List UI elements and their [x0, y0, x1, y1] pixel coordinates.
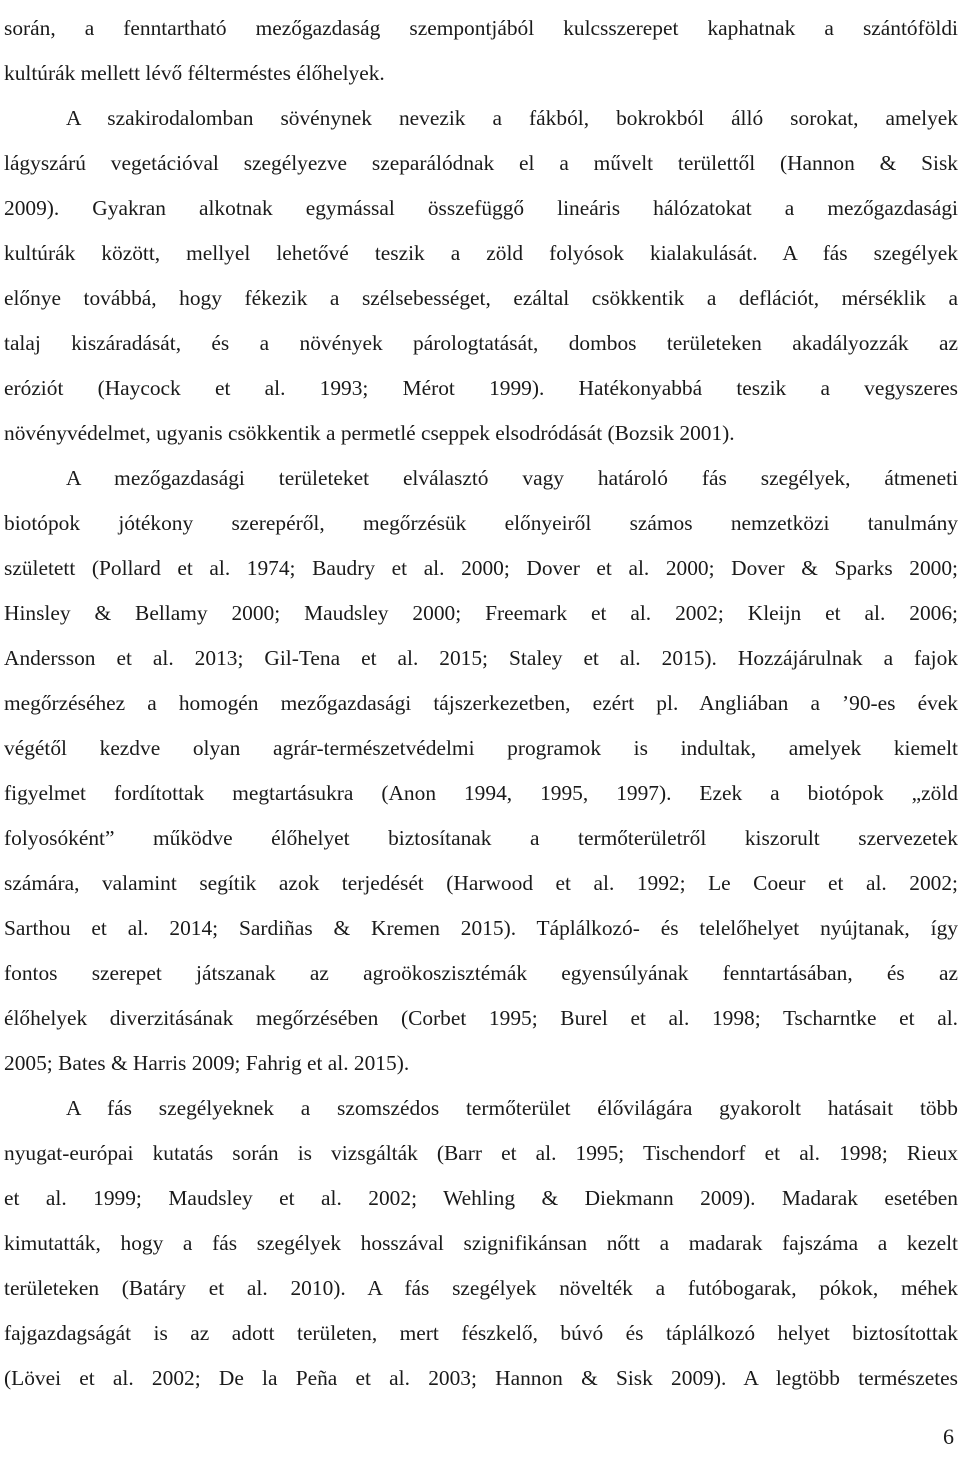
text-line: kimutatták, hogy a fás szegélyek hosszával szignifikánsan nőtt a madarak fajszáma a kezelt [4, 1231, 958, 1255]
paragraph [4, 6, 958, 96]
body-text [4, 6, 958, 1401]
paragraph [4, 96, 958, 456]
paragraph [4, 456, 958, 1086]
text-line: biotópok jótékony szerepéről, megőrzésük előnyeiről számos nemzetközi tanulmány [4, 511, 958, 535]
text-line: Andersson et al. 2013; Gil-Tena et al. 2015; Staley et al. 2015). Hozzájárulnak a fajok [4, 646, 958, 670]
text-line: A mezőgazdasági területeket elválasztó vagy határoló fás szegélyek, átmeneti [66, 466, 958, 490]
text-line: folyosóként” működve élőhelyet biztosítanak a termőterületről kiszorult szervezetek [4, 826, 958, 850]
text-line: kultúrák mellett lévő félterméstes élőhelyek. [4, 61, 385, 85]
text-line: élőhelyek diverzitásának megőrzésében (Corbet 1995; Burel et al. 1998; Tscharntke et al. [4, 1006, 958, 1030]
text-line: talaj kiszáradását, és a növények párologtatását, dombos területeken akadályozzák az [4, 331, 958, 355]
text-line: nyugat-európai kutatás során is vizsgálták (Barr et al. 1995; Tischendorf et al. 1998; Rieux [4, 1141, 958, 1165]
text-line: végétől kezdve olyan agrár-természetvédelmi programok is indultak, amelyek kiemelt [4, 736, 958, 760]
text-line: A szakirodalomban sövénynek nevezik a fákból, bokrokból álló sorokat, amelyek [66, 106, 958, 130]
text-line: 2005; Bates & Harris 2009; Fahrig et al. 2015). [4, 1051, 410, 1075]
text-line: területeken (Batáry et al. 2010). A fás szegélyek növelték a futóbogarak, pókok, méhek [4, 1276, 958, 1300]
text-line: született (Pollard et al. 1974; Baudry et al. 2000; Dover et al. 2000; Dover & Sparks 2000; [4, 556, 958, 580]
paragraph [4, 1086, 958, 1401]
text-line: Sarthou et al. 2014; Sardiñas & Kremen 2015). Táplálkozó- és telelőhelyet nyújtanak, így [4, 916, 958, 940]
text-line: Hinsley & Bellamy 2000; Maudsley 2000; Freemark et al. 2002; Kleijn et al. 2006; [4, 601, 958, 625]
text-line: eróziót (Haycock et al. 1993; Mérot 1999). Hatékonyabbá teszik a vegyszeres [4, 376, 958, 400]
text-line: figyelmet fordítottak megtartásukra (Anon 1994, 1995, 1997). Ezek a biotópok „zöld [4, 781, 958, 805]
page-number: 6 [943, 1424, 954, 1449]
text-line: (Lövei et al. 2002; De la Peña et al. 2003; Hannon & Sisk 2009). A legtöbb természetes [4, 1366, 958, 1390]
text-line: növényvédelmet, ugyanis csökkentik a permetlé cseppek elsodródását (Bozsik 2001). [4, 421, 735, 445]
text-line: fontos szerepet játszanak az agroökoszisztémák egyensúlyának fenntartásában, és az [4, 961, 958, 985]
text-line: fajgazdagságát is az adott területen, mert fészkelő, búvó és táplálkozó helyet biztosítottak [4, 1321, 958, 1345]
text-line: során, a fenntartható mezőgazdaság szempontjából kulcsszerepet kaphatnak a szántóföldi [4, 16, 958, 40]
text-line: et al. 1999; Maudsley et al. 2002; Wehling & Diekmann 2009). Madarak esetében [4, 1186, 958, 1210]
text-line: kultúrák között, mellyel lehetővé teszik a zöld folyósok kialakulását. A fás szegélyek [4, 241, 958, 265]
text-line: előnye továbbá, hogy fékezik a szélsebességet, ezáltal csökkentik a deflációt, mérséklik a [4, 286, 958, 310]
text-line: számára, valamint segítik azok terjedését (Harwood et al. 1992; Le Coeur et al. 2002; [4, 871, 958, 895]
text-line: megőrzéséhez a homogén mezőgazdasági tájszerkezetben, ezért pl. Angliában a ’90-es évek [4, 691, 958, 715]
text-line: lágyszárú vegetációval szegélyezve szeparálódnak el a művelt területtől (Hannon & Sisk [4, 151, 958, 175]
text-line: 2009). Gyakran alkotnak egymással összefüggő lineáris hálózatokat a mezőgazdasági [4, 196, 958, 220]
text-line: A fás szegélyeknek a szomszédos termőterület élővilágára gyakorolt hatásait több [66, 1096, 958, 1120]
